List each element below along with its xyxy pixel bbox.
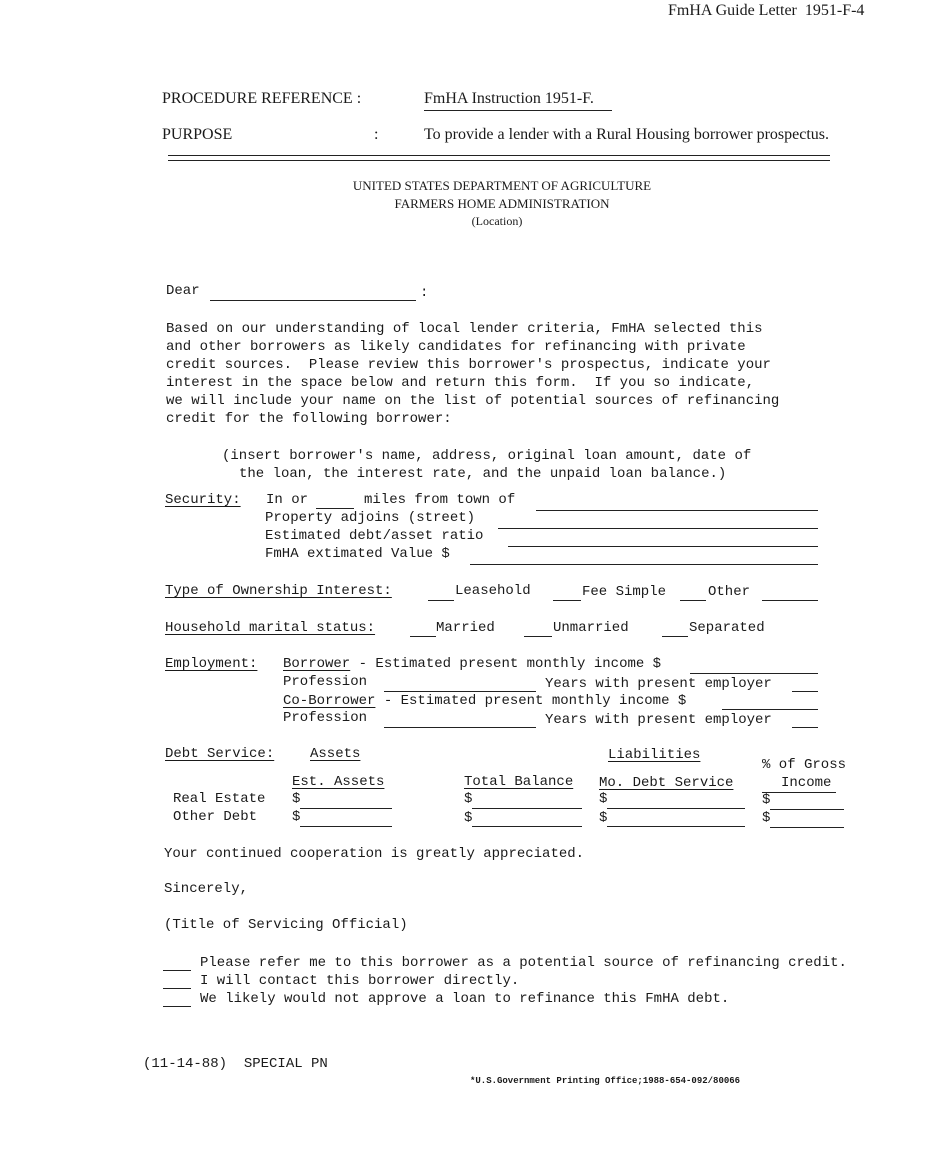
body-line: and other borrowers as likely candidates for refinancing with private bbox=[166, 339, 746, 355]
footer-date: (11-14-88) SPECIAL PN bbox=[143, 1056, 328, 1072]
body-line: we will include your name on the list of potential sources of refinancing bbox=[166, 393, 780, 409]
purpose-colon: : bbox=[374, 126, 379, 143]
option-contact: I will contact this borrower directly. bbox=[200, 973, 520, 989]
separated-option: Separated bbox=[689, 620, 765, 636]
salutation: Dear bbox=[166, 283, 200, 299]
separated-checkbox[interactable] bbox=[662, 636, 688, 637]
borrower-label: Borrower bbox=[283, 656, 351, 672]
security-ratio: Estimated debt/asset ratio bbox=[265, 528, 484, 544]
liabilities-heading: Liabilities bbox=[608, 747, 701, 763]
agency-administration: FARMERS HOME ADMINISTRATION bbox=[394, 196, 610, 211]
security-miles-from: miles from town of bbox=[364, 492, 516, 508]
miles-blank[interactable] bbox=[316, 508, 354, 509]
coborrower-years-blank[interactable] bbox=[792, 727, 818, 728]
gross-heading-line1: % of Gross bbox=[762, 757, 847, 773]
salutation-colon: : bbox=[420, 285, 429, 301]
leasehold-checkbox[interactable] bbox=[428, 600, 454, 601]
fee-simple-option: Fee Simple bbox=[582, 584, 667, 600]
est-assets-heading: Est. Assets bbox=[292, 774, 385, 790]
coborrower-income-label: - Estimated present monthly income $ bbox=[375, 693, 687, 709]
real-estate-assets-blank[interactable] bbox=[300, 808, 392, 809]
other-debt-gross-blank[interactable] bbox=[770, 827, 844, 828]
procedure-reference-underline bbox=[424, 110, 612, 111]
borrower-profession-label: Profession bbox=[283, 674, 368, 690]
body-line: interest in the space below and return this form. If you so indicate, bbox=[166, 375, 755, 391]
ratio-blank[interactable] bbox=[508, 546, 818, 547]
leasehold-option: Leasehold bbox=[455, 583, 531, 599]
option-decline: We likely would not approve a loan to refinance this FmHA debt. bbox=[200, 991, 730, 1007]
other-option: Other bbox=[708, 584, 751, 600]
marital-label: Household marital status: bbox=[165, 620, 376, 636]
real-estate-label: Real Estate bbox=[173, 791, 266, 807]
other-debt-assets-blank[interactable] bbox=[300, 826, 392, 827]
street-blank[interactable] bbox=[498, 528, 818, 529]
debt-service-label: Debt Service: bbox=[165, 746, 275, 762]
ownership-label: Type of Ownership Interest: bbox=[165, 583, 392, 599]
divider-top bbox=[168, 155, 830, 156]
unmarried-option: Unmarried bbox=[553, 620, 629, 636]
security-label: Security: bbox=[165, 492, 241, 508]
unmarried-checkbox[interactable] bbox=[524, 636, 552, 637]
gross-heading-underline bbox=[762, 792, 836, 793]
town-blank[interactable] bbox=[536, 510, 818, 511]
procedure-reference-value: FmHA Instruction 1951-F. bbox=[424, 90, 594, 107]
body-line: credit for the following borrower: bbox=[166, 411, 452, 427]
servicing-official-title: (Title of Servicing Official) bbox=[164, 917, 408, 933]
real-estate-debt-blank[interactable] bbox=[607, 808, 745, 809]
option-decline-checkbox[interactable] bbox=[163, 1006, 191, 1007]
guide-letter-number: FmHA Guide Letter 1951-F-4 bbox=[668, 2, 865, 19]
borrower-income-label: - Estimated present monthly income $ bbox=[350, 656, 662, 672]
real-estate-gross-dollar: $ bbox=[762, 792, 771, 808]
real-estate-assets-dollar: $ bbox=[292, 791, 301, 807]
other-debt-label: Other Debt bbox=[173, 809, 258, 825]
borrower-years-blank[interactable] bbox=[792, 691, 818, 692]
cooperation-line: Your continued cooperation is greatly appreciated. bbox=[164, 846, 585, 862]
option-contact-checkbox[interactable] bbox=[163, 988, 191, 989]
security-value: FmHA extimated Value $ bbox=[265, 546, 450, 562]
other-checkbox[interactable] bbox=[680, 600, 706, 601]
coborrower-label: Co-Borrower bbox=[283, 693, 376, 709]
agency-location: (Location) bbox=[471, 214, 523, 228]
other-debt-debt-dollar: $ bbox=[599, 810, 608, 826]
coborrower-income-blank[interactable] bbox=[722, 709, 818, 710]
purpose-value: To provide a lender with a Rural Housing borrower prospectus. bbox=[424, 126, 829, 143]
insert-instruction-line: (insert borrower's name, address, original loan amount, date of bbox=[222, 448, 752, 464]
gross-heading-line2: Income bbox=[781, 775, 832, 791]
coborrower-profession-label: Profession bbox=[283, 710, 368, 726]
married-checkbox[interactable] bbox=[410, 636, 436, 637]
total-balance-heading: Total Balance bbox=[464, 774, 574, 790]
other-debt-assets-dollar: $ bbox=[292, 809, 301, 825]
employment-label: Employment: bbox=[165, 656, 258, 672]
other-blank[interactable] bbox=[762, 600, 818, 601]
coborrower-years-label: Years with present employer bbox=[545, 712, 772, 728]
divider-bottom bbox=[168, 160, 830, 161]
footer-printing: *U.S.Government Printing Office;1988-654-092/80066 bbox=[470, 1076, 741, 1086]
borrower-profession-blank[interactable] bbox=[384, 691, 536, 692]
insert-instruction-line: the loan, the interest rate, and the unpaid loan balance.) bbox=[239, 466, 727, 482]
married-option: Married bbox=[436, 620, 495, 636]
borrower-years-label: Years with present employer bbox=[545, 676, 772, 692]
real-estate-debt-dollar: $ bbox=[599, 791, 608, 807]
real-estate-balance-dollar: $ bbox=[464, 791, 473, 807]
assets-heading: Assets bbox=[310, 746, 361, 762]
option-refer-checkbox[interactable] bbox=[163, 970, 191, 971]
security-in-or: In or bbox=[266, 492, 309, 508]
other-debt-debt-blank[interactable] bbox=[607, 826, 745, 827]
real-estate-balance-blank[interactable] bbox=[472, 808, 582, 809]
real-estate-gross-blank[interactable] bbox=[770, 809, 844, 810]
other-debt-balance-dollar: $ bbox=[464, 810, 473, 826]
body-line: credit sources. Please review this borrower's prospectus, indicate your bbox=[166, 357, 771, 373]
other-debt-balance-blank[interactable] bbox=[472, 826, 582, 827]
other-debt-gross-dollar: $ bbox=[762, 810, 771, 826]
option-refer: Please refer me to this borrower as a potential source of refinancing credit. bbox=[200, 955, 847, 971]
addressee-blank[interactable] bbox=[210, 300, 416, 301]
body-line: Based on our understanding of local lender criteria, FmHA selected this bbox=[166, 321, 763, 337]
agency-department: UNITED STATES DEPARTMENT OF AGRICULTURE bbox=[352, 178, 652, 193]
procedure-reference-label: PROCEDURE REFERENCE : bbox=[162, 90, 362, 107]
coborrower-profession-blank[interactable] bbox=[384, 727, 536, 728]
mo-debt-service-heading: Mo. Debt Service bbox=[599, 775, 734, 791]
sincerely-line: Sincerely, bbox=[164, 881, 249, 897]
purpose-label: PURPOSE bbox=[162, 126, 233, 143]
value-blank[interactable] bbox=[470, 564, 818, 565]
borrower-income-blank[interactable] bbox=[690, 673, 818, 674]
security-adjoins: Property adjoins (street) bbox=[265, 510, 476, 526]
fee-simple-checkbox[interactable] bbox=[553, 600, 581, 601]
